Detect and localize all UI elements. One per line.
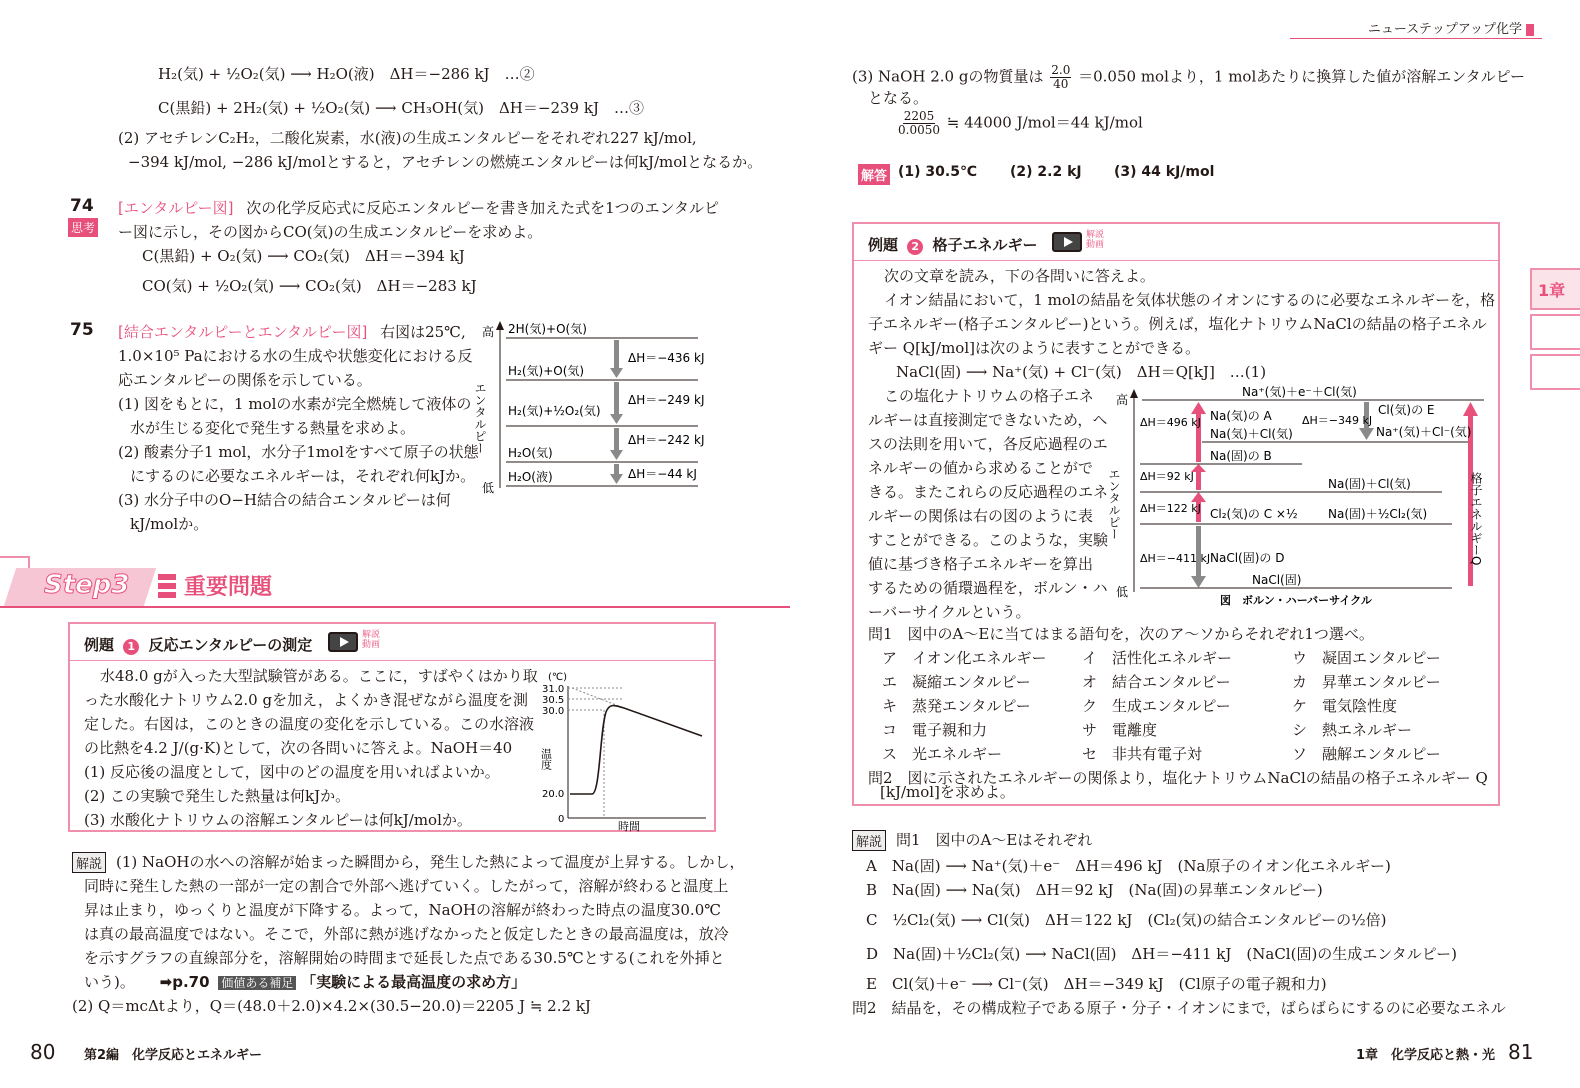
- step3-title: 重要問題: [184, 575, 273, 600]
- right-footer-chapter: 1章 化学反応と熱・光: [1356, 1048, 1496, 1063]
- ex2-q2-line1: 問2 図に示されたエネルギーの関係より，塩化ナトリウムNaClの結晶の格子エネルギー Q: [868, 769, 1488, 787]
- ex2-left3: ネルギーの値から求めることがで: [868, 459, 1094, 477]
- kaisetsu2-row-a: A Na(固) ⟶ Na⁺(気)＋e⁻ ΔH＝496 kJ (Na原子のイオン化エネルギー): [866, 857, 1391, 875]
- kaisetsu-line5-text: いう)。: [84, 973, 135, 991]
- ex2-left4: きる。またこれらの反応過程のエネ: [868, 483, 1109, 501]
- problem-74-number: 74: [70, 196, 94, 216]
- kaisetsu2-row-c: C ½Cl₂(気) ⟶ Cl(気) ΔH＝122 kJ (Cl₂(気)の結合エンタルピーの½倍): [866, 911, 1387, 929]
- problem-75-head: [118, 322, 466, 342]
- header-rule: [1290, 38, 1542, 39]
- ex1-line4: (1) 反応後の温度として，図中のどの温度を用いればよいか。: [84, 763, 500, 781]
- ex2-intro2: 子エネルギー(格子エンタルピー)という。例えば，塩化ナトリウムNaClの結晶の格子エネル: [868, 315, 1487, 333]
- kaisetsu2-row-e: E Cl(気)＋e⁻ ⟶ Cl⁻(気) ΔH＝−349 kJ (Cl原子の電子親和力): [866, 975, 1327, 993]
- bh-E: Cl(気)の E: [1378, 403, 1435, 417]
- example-1-box: [68, 622, 716, 832]
- kaisetsu2-row-d: D Na(固)＋½Cl₂(気) ⟶ NaCl(固) ΔH＝−411 kJ (NaCl(固)の生成エンタルピー): [866, 945, 1457, 963]
- kaisetsu2-label: 解説: [852, 830, 886, 851]
- axis-low: 低: [482, 481, 495, 495]
- problem-75-line7: (3) 水分子中のO−H結合の結合エンタルピーは何: [118, 491, 451, 509]
- ex2-q1: 問1 図中のA〜Eに当てはまる語句を，次のア〜ソからそれぞれ1つ選べ。: [868, 625, 1374, 643]
- choice: シ 熱エネルギー: [1292, 721, 1413, 739]
- example-number: 2: [907, 239, 923, 255]
- step3-banner: [0, 548, 790, 608]
- video-button[interactable]: [1052, 232, 1082, 252]
- example-1-header: [84, 634, 312, 655]
- ex2-left6: すことができる。このような，実験: [868, 531, 1109, 549]
- choice: ソ 融解エンタルピー: [1292, 745, 1441, 763]
- problem-74-eq1: C(黒鉛) + O₂(気) ⟶ CO₂(気) ΔH＝−394 kJ: [142, 247, 465, 265]
- kaisetsu-line4: を示すグラフの直線部分を，溶解開始の時間まで延長した点である30.5℃とする(これを外挿と: [84, 949, 725, 967]
- example-label: 例題: [868, 236, 899, 254]
- tick-20: 20.0: [542, 789, 565, 800]
- kaisetsu-line2: 昇は止まり，ゆっくりと温度が下降する。よって，NaOHの溶解が終わった時点の温度30.0℃: [84, 901, 722, 919]
- ex2-left2: スの法則を用いて，各反応過程のエ: [868, 435, 1108, 453]
- graph-ylabel: 温度: [539, 748, 553, 770]
- video-label: 解説動画: [362, 630, 381, 650]
- ex2-intro1: イオン結晶において，1 molの結晶を気体状態のイオンにするのに必要なエネルギーを，格: [884, 291, 1496, 309]
- graph-unit: (℃): [548, 672, 568, 683]
- choice: ケ 電気陰性度: [1292, 697, 1398, 715]
- problem-74-tag: 思考: [68, 218, 98, 237]
- problem-75-line5: (2) 酸素分子1 mol，水分子1molをすべて原子の状態: [118, 443, 479, 461]
- bh-dh122: ΔH＝122 kJ: [1140, 502, 1201, 515]
- problem-74-body1: 次の化学反応式に反応エンタルピーを書き加えた式を1つのエンタルピ: [246, 199, 720, 217]
- kaisetsu2-row-b: B Na(固) ⟶ Na(気) ΔH＝92 kJ (Na(固)の昇華エンタルピー): [866, 881, 1323, 899]
- step3-badge: Step3: [44, 570, 130, 600]
- choice: エ 凝縮エンタルピー: [882, 673, 1031, 691]
- ex1-line6: (3) 水酸化ナトリウムの溶解エンタルピーは何kJ/molか。: [84, 811, 472, 829]
- ex2-left7: 値に基づき格子エネルギーを算出: [868, 555, 1094, 573]
- bh-D: NaCl(固)の D: [1210, 551, 1285, 565]
- example-2-header: [868, 234, 1038, 255]
- dh-249: ΔH＝−249 kJ: [628, 393, 705, 407]
- choice: セ 非共有電子対: [1082, 745, 1203, 763]
- ex1-line5: (2) この実験で発生した熱量は何kJか。: [84, 787, 351, 805]
- bh-dh411: ΔH＝−411 kJ: [1140, 552, 1211, 565]
- answer-1: (1) 30.5℃: [898, 164, 977, 180]
- equation-2: H₂(気) + ½O₂(気) ⟶ H₂O(液) ΔH＝−286 kJ …②: [158, 65, 535, 83]
- bh-B: Na(固)の B: [1210, 449, 1272, 463]
- equation-3: C(黒鉛) + 2H₂(気) + ½O₂(気) ⟶ CH₃OH(気) ΔH＝−239 kJ …③: [158, 99, 644, 117]
- born-haber-diagram: [1107, 384, 1496, 607]
- ex2-left1: ルギーは直接測定できないため，ヘ: [868, 411, 1108, 429]
- kaisetsu-label: 解説: [72, 852, 106, 873]
- ex1-line0: 水48.0 gが入った大型試験管がある。ここに，すばやくはかり取: [100, 667, 538, 685]
- tick-31: 31.0: [542, 684, 565, 695]
- choice: サ 電離度: [1082, 721, 1158, 739]
- problem-74-text2: ー図に示し，その図からCO(気)の生成エンタルピーを求めよ。: [118, 223, 543, 241]
- level-0: 2H(気)+O(気): [508, 322, 587, 336]
- q2-line2: −394 kJ/mol, −286 kJ/molとすると，アセチレンの燃焼エンタルピーは何kJ/molとなるか。: [128, 153, 763, 171]
- bh-l5: NaCl(固): [1252, 573, 1302, 587]
- example-number: 1: [123, 639, 139, 655]
- tick-30-5: 30.5: [542, 695, 565, 706]
- bh-C: Cl₂(気)の C ×½: [1210, 507, 1298, 521]
- left-footer-chapter: 第2編 化学反応とエネルギー: [84, 1048, 263, 1063]
- ex2-intro3: ギー Q[kJ/mol]は次のように表すことができる。: [868, 339, 1200, 357]
- ex2-q2-line2-visible: [kJ/mol]を求めよ。: [880, 783, 1015, 801]
- choice: ア イオン化エネルギー: [882, 649, 1047, 667]
- example-2-box: [852, 222, 1500, 806]
- tick-0: 0: [558, 814, 565, 825]
- answer-label: 解答: [858, 164, 890, 185]
- ex2-left8: するための循環過程を，ボルン・ハ: [868, 579, 1108, 597]
- example-1-title: 反応エンタルピーの測定: [148, 636, 313, 654]
- tick-30: 30.0: [542, 706, 565, 717]
- series-title: ニューステップアップ化学: [1368, 18, 1534, 37]
- enthalpy-diagram-75: [473, 318, 718, 498]
- example-label: 例題: [84, 636, 115, 654]
- left-page-number: 80: [30, 1040, 56, 1064]
- kaisetsu-ref-badge: 価値ある補足: [218, 976, 296, 990]
- play-icon: [1064, 237, 1073, 247]
- choice: イ 活性化エネルギー: [1082, 649, 1233, 667]
- choice: ス 光エネルギー: [882, 745, 1003, 763]
- bh-top: Na⁺(気)＋e⁻＋Cl(気): [1242, 385, 1357, 399]
- ans3-line1: (3) NaOH 2.0 gの物質量は $\frac{2.0}{40}$ ＝0.050 molより，1 molあたりに換算した値が溶解エンタルピー: [852, 63, 1526, 91]
- side-tab: [1530, 268, 1580, 392]
- ans3-line2: となる。: [868, 89, 929, 107]
- play-icon: [340, 637, 349, 647]
- problem-74-eq2: CO(気) + ½O₂(気) ⟶ CO₂(気) ΔH＝−283 kJ: [142, 277, 477, 295]
- bh-dh349: ΔH＝−349 kJ: [1302, 414, 1373, 427]
- q2-line1: (2) アセチレンC₂H₂，二酸化炭素，水(液)の生成エンタルピーをそれぞれ227 kJ/mol,: [118, 129, 697, 147]
- dh-44: ΔH＝−44 kJ: [628, 467, 697, 481]
- kaisetsu2-head: 問1 図中のA〜Eはそれぞれ: [896, 831, 1093, 849]
- bh-l1: Na(気)＋Cl(気): [1210, 427, 1293, 441]
- kaisetsu-line1: 同時に発生した熱の一部が一定の割合で外部へ逃げていく。したがって，溶解が終わると温度上: [84, 877, 729, 895]
- problem-75-line0: 右図は25℃,: [380, 323, 466, 341]
- problem-75-line1: 1.0×10⁵ Paにおける水の生成や状態変化における反: [118, 347, 473, 365]
- level-4: H₂O(液): [508, 470, 553, 484]
- axis-label: エンタルピー: [473, 382, 487, 454]
- problem-75-line6: にするのに必要なエネルギーは，それぞれ何kJか。: [130, 467, 476, 485]
- video-button[interactable]: [328, 632, 358, 652]
- kaisetsu-calc: (2) Q＝mcΔtより，Q＝(48.0＋2.0)×4.2×(30.5−20.0)＝2205 J ≒ 2.2 kJ: [72, 997, 591, 1015]
- dh-242: ΔH＝−242 kJ: [628, 433, 705, 447]
- level-1: H₂(気)+O(気): [508, 364, 585, 378]
- problem-75-line3: (1) 図をもとに，1 molの水素が完全燃焼して液体の: [118, 395, 472, 413]
- example-2-title: 格子エネルギー: [932, 236, 1038, 254]
- problem-74-title: [エンタルピー図]: [118, 199, 234, 217]
- kaisetsu-ref-text: 「実験による最高温度の求め方」: [301, 973, 527, 991]
- problem-74-text1: [118, 198, 719, 218]
- ex2-left0: この塩化ナトリウムの格子エネ: [884, 387, 1094, 405]
- fraction-b-den: 0.0050: [898, 123, 940, 137]
- choice: オ 結合エンタルピー: [1082, 673, 1231, 691]
- kaisetsu-line3: は真の最高温度ではない。そこで，外部に熱が逃げなかったと仮定したときの最高温度は，放冷: [84, 925, 729, 943]
- axis-high: 高: [482, 325, 495, 339]
- fraction-b: [898, 110, 940, 137]
- video-label: 解説動画: [1086, 230, 1105, 250]
- problem-75-number: 75: [70, 320, 94, 340]
- bh-high: 高: [1116, 393, 1129, 407]
- ex2-intro0: 次の文章を読み，下の各問いに答えよ。: [884, 267, 1155, 285]
- bh-A: Na(気)の A: [1210, 409, 1272, 423]
- choices-grid: [882, 648, 1482, 764]
- kaisetsu-line5: [84, 972, 526, 993]
- right-page-number: 81: [1508, 1040, 1534, 1064]
- bh-l3: Na(固)＋Cl(気): [1328, 477, 1411, 491]
- bh-dh496: ΔH＝496 kJ: [1140, 416, 1201, 429]
- kaisetsu-ref[interactable]: ➡p.70: [159, 973, 210, 991]
- fraction-a: [1050, 64, 1071, 91]
- ans3-calc: $\frac{2205}{0.0050}$ ≒ 44000 J/mol＝44 kJ/mol: [898, 109, 1143, 137]
- bh-l4: Na(固)＋½Cl₂(気): [1328, 507, 1428, 521]
- answer-3: (3) 44 kJ/mol: [1114, 164, 1215, 180]
- problem-75-line4: 水が生じる変化で発生する熱量を求めよ。: [130, 419, 416, 437]
- ex1-line2: 定した。右図は，このときの温度の変化を示している。この水溶液: [84, 715, 535, 733]
- kaisetsu2-q2: 問2 結晶を，その構成粒子である原子・分子・イオンにまで，ばらばらにするのに必要なエネル: [852, 999, 1506, 1017]
- bh-caption: 図 ボルン・ハーバーサイクル: [1220, 594, 1372, 607]
- bh-low: 低: [1116, 585, 1129, 599]
- bh-axis: エンタルピー: [1107, 468, 1121, 540]
- choice: カ 昇華エンタルピー: [1292, 673, 1441, 691]
- graph-xlabel: 時間: [618, 820, 640, 833]
- fraction-a-num: 2.0: [1051, 63, 1071, 77]
- fraction-a-den: 40: [1053, 77, 1069, 91]
- ex2-left9: ーバーサイクルという。: [868, 603, 1031, 621]
- ex1-line1: った水酸化ナトリウム2.0 gを加え，よくかき混ぜながら温度を測: [84, 691, 528, 709]
- problem-75-line8: kJ/molか。: [130, 515, 209, 533]
- ex1-line3: の比熱を4.2 J/(g·K)として，次の各問いに答えよ。NaOH＝40: [84, 739, 513, 757]
- choice: キ 蒸発エンタルピー: [882, 697, 1031, 715]
- problem-75-line2: 応エンタルピーの関係を示している。: [118, 371, 372, 389]
- choice: ウ 凝固エンタルピー: [1292, 649, 1441, 667]
- fraction-b-num: 2205: [903, 109, 935, 123]
- bh-l2: Na⁺(気)＋Cl⁻(気): [1376, 425, 1472, 439]
- temperature-graph: [534, 670, 714, 833]
- level-2: H₂(気)+½O₂(気): [508, 404, 601, 418]
- problem-75-title: [結合エンタルピーとエンタルピー図]: [118, 323, 368, 341]
- bh-dh92: ΔH＝92 kJ: [1140, 470, 1194, 483]
- level-3: H₂O(気): [508, 446, 553, 460]
- ex2-left5: ルギーの関係は右の図のように表: [868, 507, 1094, 525]
- kaisetsu-line0: (1) NaOHの水への溶解が始まった瞬間から，発生した熱によって温度が上昇する。しかし，: [116, 853, 745, 871]
- chapter-tab-label: 1章: [1538, 281, 1566, 300]
- ex2-equation: NaCl(固) ⟶ Na⁺(気) + Cl⁻(気) ΔH＝Q[kJ] …(1): [896, 363, 1267, 381]
- choice: コ 電子親和力: [882, 721, 988, 739]
- answer-2: (2) 2.2 kJ: [1010, 164, 1082, 180]
- choice: ク 生成エンタルピー: [1082, 697, 1231, 715]
- dh-436: ΔH＝−436 kJ: [628, 351, 705, 365]
- bh-lattice: 格子エネルギーQ: [1469, 472, 1483, 566]
